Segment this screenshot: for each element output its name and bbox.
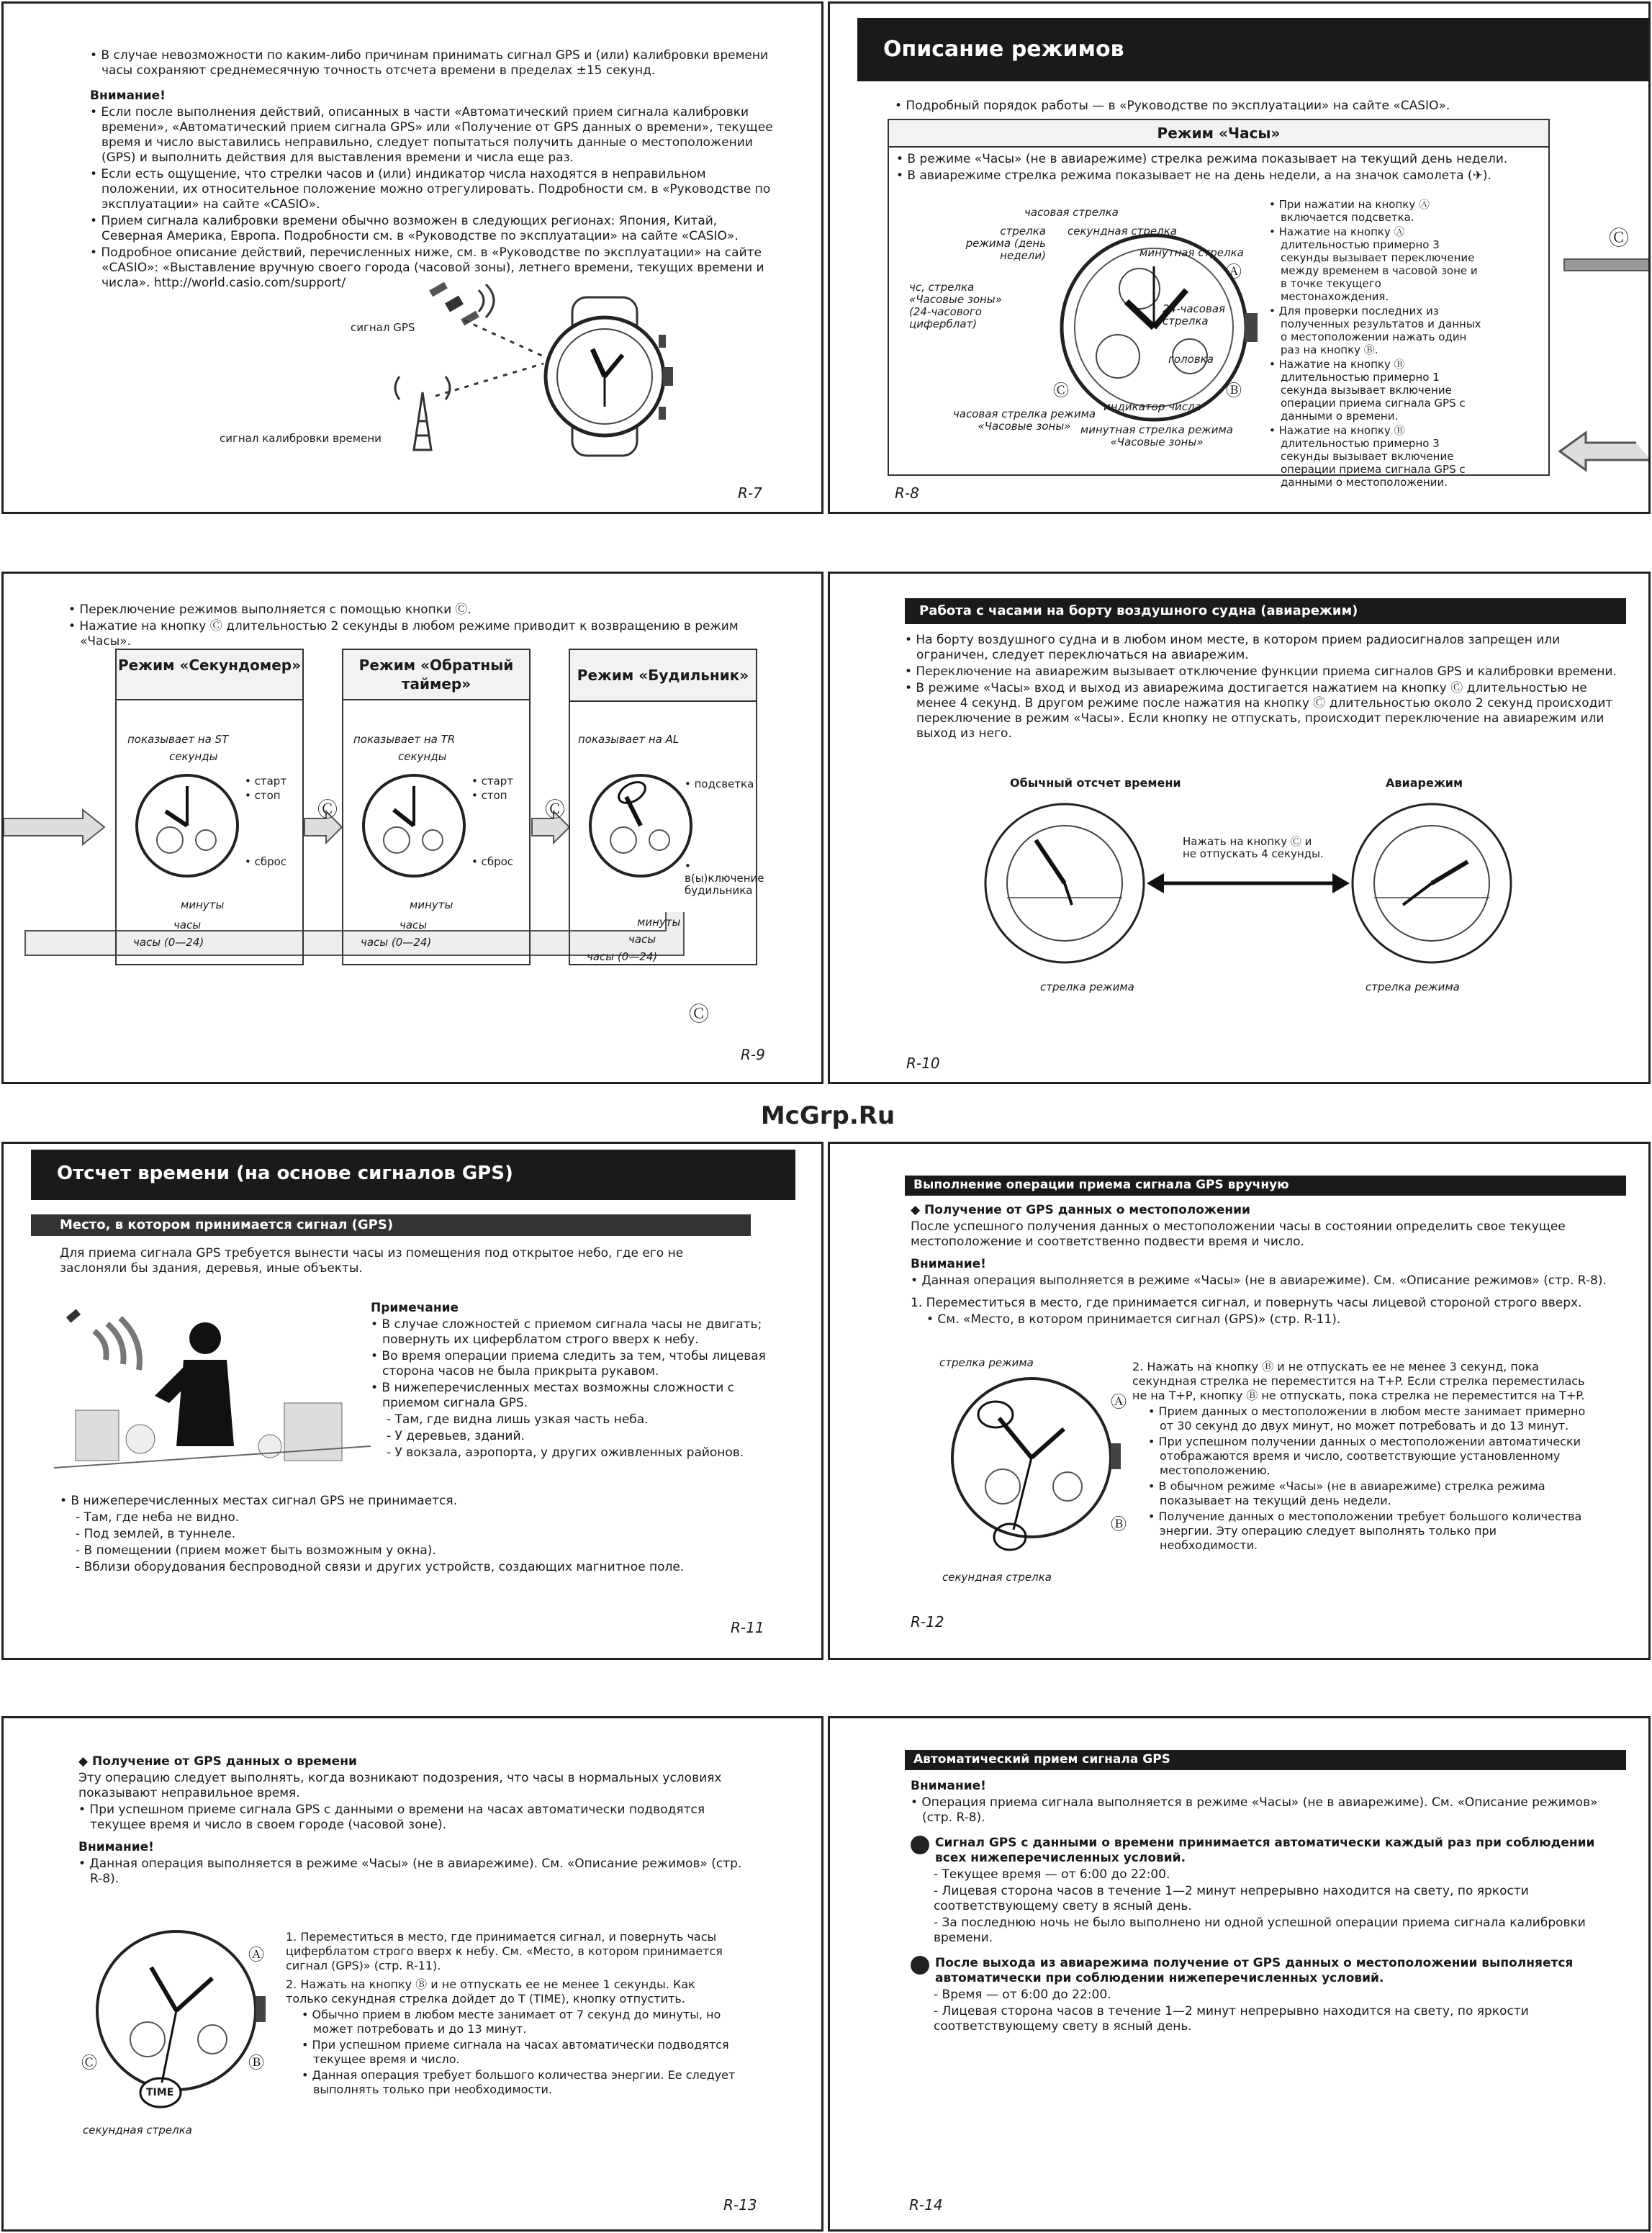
- page-number: R-13: [723, 2196, 757, 2214]
- r9-start: • старт: [245, 775, 287, 788]
- r8-cap-min: минутная стрелка: [1139, 246, 1244, 259]
- r8-title: Описание режимов: [857, 18, 1651, 81]
- r14-h1: Сигнал GPS с данными о времени принимается автоматически каждый раз при соблюдении всех нижеперечисленных условий.: [935, 1836, 1595, 1865]
- r11-intro: Для приема сигнала GPS требуется вынести часы из помещения под открытое небо, где его не заслоняли бы здания, деревья, иные объекты.: [60, 1246, 684, 1276]
- svg-text:Ⓐ: Ⓐ: [248, 1946, 265, 1964]
- r13-att: Внимание!: [78, 1840, 154, 1854]
- r10-hold: Нажать на кнопку Ⓒ и не отпускать 4 секунды.: [1183, 835, 1324, 860]
- r7-text: [90, 48, 781, 292]
- page-number: R-14: [909, 2196, 943, 2214]
- r9-st: показывает на ST: [127, 733, 229, 746]
- r14-h2b: - Лицевая сторона часов в течение 1—2 минут непрерывно находится на свету, по яркости соответствующему свету в ясный день.: [934, 2004, 1529, 2034]
- r8-r5: • Нажатие на кнопку Ⓑ длительностью примерно 3 секунды вызывает включение операции приема сигнала GPS с данными о местоположении.: [1269, 424, 1466, 489]
- page-r10: [828, 572, 1651, 1084]
- svg-text:Ⓐ: Ⓐ: [1111, 1394, 1127, 1412]
- r12-s1: 1. Переместиться в место, где принимается сигнал, и повернуть часы лицевой стороной строго вверх.: [911, 1296, 1582, 1310]
- site-watermark: McGrp.Ru: [760, 1101, 895, 1130]
- r8-intro: • Подробный порядок работы — в «Руководстве по эксплуатации» на сайте «CASIO».: [895, 99, 1450, 113]
- r9-watch-1: [122, 761, 252, 890]
- r9-c-2: Ⓒ: [545, 798, 566, 821]
- r12-att1: • Данная операция выполняется в режиме «Часы» (не в авиарежиме). См. «Описание режимов» (стр. R-8).: [911, 1273, 1607, 1288]
- r9-stop-2: • стоп: [471, 789, 507, 802]
- r13-steps: [286, 1930, 739, 2098]
- r12-s1b: • См. «Место, в котором принимается сигнал (GPS)» (стр. R-11).: [926, 1312, 1341, 1327]
- r9-min-1: минуты: [181, 898, 225, 911]
- r11-note-title: Примечание: [371, 1301, 459, 1315]
- r14-cond-1: [911, 1836, 1616, 1866]
- r8-flow-arrows: [1550, 220, 1651, 493]
- r8-cap-crown: головка: [1168, 353, 1214, 366]
- svg-text:Ⓑ: Ⓑ: [1226, 382, 1242, 400]
- r14-title: Автоматический прием сигнала GPS: [905, 1750, 1626, 1770]
- r12-intro: После успешного получения данных о местоположении часы в состоянии определить свое текущее местоположение и соответственно подвести время и число.: [911, 1219, 1566, 1249]
- r7-b2: • Если есть ощущение, что стрелки часов и (или) индикатор числа находятся в неправильном положении, их относительное положение можно отрегулировать. Подробности см. в «Руководстве по эксплуатации» на сайте «CASIO».: [90, 167, 771, 212]
- r9-tr: показывает на TR: [353, 733, 456, 746]
- r7-b3: • Прием сигнала калибровки времени обычно возможен в следующих регионах: Япония, Китай, Северная Америка, Европа. Подробности см. в «Руководстве по эксплуатации» на сайте «CASIO».: [90, 214, 739, 243]
- r11-d2: - У деревьев, зданий.: [387, 1429, 525, 1443]
- r9-hrs24-2: часы (0—24): [361, 936, 432, 949]
- page-number: R-9: [741, 1046, 765, 1063]
- r8-cap-24: 24-часовая стрелка: [1163, 302, 1226, 328]
- r14-bullet-1: [911, 1836, 929, 1854]
- r9-m3: Режим «Будильник»: [570, 650, 756, 702]
- r10-dial-normal: [978, 797, 1151, 970]
- r8-r4: • Нажатие на кнопку Ⓑ длительностью примерно 1 секунда вызывает включение операции приема сигнала GPS с данными о времени.: [1269, 358, 1466, 423]
- page-number: R-8: [895, 484, 919, 502]
- r7-b4: • Подробное описание действий, перечисленных ниже, см. в «Руководстве по эксплуатации» на сайте «CASIO»: «Выставление вручную своего города (часовой зоны), летнего времени, текущих времени и числа». http://world.casio.com/support/: [90, 245, 764, 290]
- r12-s2b: • При успешном получении данных о местоположении автоматически отображаются время и число, соответствующие установленному местоположению.: [1148, 1435, 1581, 1477]
- r13-s2a: • Обычно прием в любом месте занимает от 7 секунд до минуты, но может потребовать и до 13 минут.: [302, 2008, 721, 2036]
- r14-h1a: - Текущее время — от 6:00 до 22:00.: [934, 1867, 1170, 1882]
- r8-cap-date: индикатор числа: [1103, 400, 1201, 413]
- r8-r1: • При нажатии на кнопку Ⓐ включается подсветка.: [1269, 198, 1430, 224]
- svg-text:Ⓒ: Ⓒ: [1053, 382, 1070, 400]
- r14-cond-2: [911, 1956, 1616, 1986]
- r9-hrs24-1: часы (0—24): [133, 936, 204, 949]
- r12-text: [911, 1203, 1616, 1329]
- r10-mode-hand-1: стрелка режима: [1040, 980, 1134, 993]
- r9-watch-2: [349, 761, 479, 890]
- r8-l1: • В режиме «Часы» (не в авиарежиме) стрелка режима показывает на текущий день недели.: [896, 152, 1508, 166]
- r12-title: Выполнение операции приема сигнала GPS вручную: [905, 1176, 1626, 1196]
- page-r8: [828, 1, 1651, 514]
- r9-light: • подсветка: [685, 777, 754, 790]
- r13-s2b: • При успешном приеме сигнала на часах автоматически подводятся текущее время и число.: [302, 2038, 729, 2066]
- r7-cal-label: сигнал калибровки времени: [220, 432, 382, 445]
- r8-box-title: Режим «Часы»: [889, 120, 1548, 148]
- r12-step2: [1132, 1360, 1593, 1554]
- r11-title: Отсчет времени (на основе сигналов GPS): [31, 1150, 795, 1200]
- r14-h2a: - Время — от 6:00 до 22:00.: [934, 1988, 1111, 2002]
- svg-text:Ⓑ: Ⓑ: [1111, 1516, 1127, 1534]
- r10-text: [905, 633, 1625, 743]
- r10-b1: • На борту воздушного судна и в любом ином месте, в котором прием радиосигналов запрещен или ограничен, следует переключаться на авиарежим.: [905, 633, 1561, 662]
- r13-b1: • При успешном приеме сигнала GPS с данными о времени на часах автоматически подводятся текущее время и число в своем городе (часовой зоне).: [78, 1803, 705, 1832]
- r11-sub: Место, в котором принимается сигнал (GPS): [31, 1214, 751, 1236]
- r9-reset-2: • сброс: [471, 855, 514, 868]
- page-r12: [828, 1142, 1651, 1660]
- r11-n3: • В нижеперечисленных местах возможны сложности с приемом сигнала GPS.: [371, 1381, 734, 1410]
- r9-sec-2: секунды: [398, 750, 447, 763]
- r9-c-3: Ⓒ: [689, 1002, 710, 1026]
- svg-text:Ⓑ: Ⓑ: [248, 2054, 265, 2072]
- r14-att: Внимание!: [911, 1779, 986, 1793]
- r14-h1c: - За последнюю ночь не было выполнено ни одной успешной операции приема сигнала калибровки времени.: [934, 1916, 1586, 1945]
- r9-hrs24-3: часы (0—24): [587, 950, 658, 963]
- r9-hrs-1: часы: [173, 919, 202, 931]
- r8-lines: [896, 152, 1544, 185]
- page-r7: [1, 1, 823, 514]
- satellite-icon: [429, 282, 479, 326]
- r11-e1: - Там, где неба не видно.: [76, 1510, 240, 1525]
- r11-illustration: [54, 1302, 371, 1475]
- r14-text: [911, 1779, 1616, 2036]
- r12-sub: ◆ Получение от GPS данных о местоположении: [911, 1203, 1250, 1217]
- r13-text: [78, 1754, 755, 1888]
- r10-b2: • Переключение на авиарежим вызывает отключение функции приема сигналов GPS и калибровки времени.: [905, 664, 1617, 679]
- page-number: R-12: [911, 1613, 944, 1630]
- r8-cap-dual: чс, стрелка «Часовые зоны» (24-часового циферблат): [909, 281, 1002, 330]
- r13-att1: • Данная операция выполняется в режиме «Часы» (не в авиарежиме). См. «Описание режимов» (стр. R-8).: [78, 1857, 742, 1886]
- r8-cap-mz: минутная стрелка режима «Часовые зоны»: [1080, 423, 1234, 448]
- r14-att1: • Операция приема сигнала выполняется в режиме «Часы» (не в авиарежиме). См. «Описание режимов» (стр. R-8).: [911, 1795, 1598, 1825]
- r14-bullet-2: [911, 1956, 929, 1975]
- page-number: R-7: [738, 484, 762, 502]
- r8-cap-hz: часовая стрелка режима «Часовые зоны»: [952, 407, 1096, 433]
- r11-no: • В нижеперечисленных местах сигнал GPS не принимается.: [60, 1494, 457, 1508]
- radio-tower-icon: [395, 376, 450, 450]
- r7-gps-illustration: [306, 277, 709, 493]
- r9-start-2: • старт: [471, 775, 514, 788]
- watch-icon: [546, 297, 673, 456]
- r9-sec-1: секунды: [169, 750, 218, 763]
- r10-dial-air: [1345, 797, 1518, 970]
- r13-watch: [76, 1917, 292, 2119]
- page-number: R-11: [731, 1619, 764, 1636]
- r10-title: Работа с часами на борту воздушного судна (авиарежим): [905, 598, 1626, 624]
- r13-s2: 2. Нажать на кнопку Ⓑ и не отпускать ее не менее 1 секунды. Как только секундная стрелка дойдет до T (TIME), кнопку отпустить.: [286, 1977, 695, 2006]
- r8-l2: • В авиарежиме стрелка режима показывает не на день недели, а на значок самолета (✈).: [896, 168, 1491, 183]
- r8-button-c-mark: Ⓒ: [1609, 226, 1630, 250]
- r10-b3: • В режиме «Часы» вход и выход из авиарежима достигается нажатием на кнопку Ⓒ длительностью не менее 4 секунд. В другом режиме после нажатия на кнопку Ⓒ длительностью около 2 секунд происходит переключение в режим «Часы». Если кнопку не отпускать, происходит переключение на авиарежим или выход из него.: [905, 681, 1613, 741]
- r11-n2: • Во время операции приема следить за тем, чтобы лицевая сторона часов не была прикрыта рукавом.: [371, 1349, 766, 1379]
- r9-l1: • Переключение режимов выполняется с помощью кнопки Ⓒ.: [68, 603, 471, 617]
- r13-sec-hand: секундная стрелка: [83, 2124, 192, 2137]
- r9-stop: • стоп: [245, 789, 281, 802]
- r8-r2: • Нажатие на кнопку Ⓐ длительностью примерно 3 секунды вызывает переключение между временем в часовой зоне и в точке текущего местонахождения.: [1269, 225, 1478, 303]
- r10-mode-hand-2: стрелка режима: [1366, 980, 1460, 993]
- r11-no-signal: [60, 1494, 751, 1576]
- page-r14: [828, 1716, 1651, 2232]
- r9-min-2: минуты: [410, 898, 453, 911]
- r9-al: показывает на AL: [578, 733, 680, 746]
- r9-m1: Режим «Секундомер»: [117, 650, 302, 700]
- r9-m2: Режим «Обратный таймер»: [343, 650, 529, 700]
- r12-att: Внимание!: [911, 1257, 986, 1271]
- r11-d3: - У вокзала, аэропорта, у других оживленных районов.: [387, 1445, 744, 1460]
- r9-lines: [68, 603, 788, 651]
- r7-intro: • В случае невозможности по каким-либо причинам принимать сигнал GPS и (или) калибровки времени часы сохраняют среднемесячную точность отсчета времени в пределах ±15 секунд.: [90, 48, 769, 78]
- r12-s2c: • В обычном режиме «Часы» (не в авиарежиме) стрелка режима показывает на текущий день недели.: [1148, 1479, 1545, 1507]
- r12-mode-hand: стрелка режима: [939, 1356, 1034, 1369]
- r13-time: TIME: [146, 2087, 174, 2098]
- page-r11: [1, 1142, 823, 1660]
- r10-air: Авиарежим: [1386, 776, 1463, 790]
- page-r13: [1, 1716, 823, 2232]
- page-number: R-10: [906, 1055, 940, 1072]
- r9-c-1: Ⓒ: [317, 798, 338, 821]
- r8-cap-mode: стрелка режима (день недели): [965, 225, 1046, 262]
- r9-onoff: • в(ы)ключение будильника: [685, 860, 764, 897]
- r9-l2: • Нажатие на кнопку Ⓒ длительностью 2 секунды в любом режиме приводит к возвращению в режим «Часы».: [68, 619, 739, 649]
- r8-r3: • Для проверки последних из полученных результатов и данных о местоположении нажать один раз на кнопку Ⓑ.: [1269, 304, 1481, 356]
- r7-gps-label: сигнал GPS: [351, 321, 415, 334]
- satellite-icon: [66, 1309, 81, 1322]
- r9-min-3: минуты: [637, 916, 681, 929]
- r11-e3: - В помещении (прием может быть возможным у окна).: [76, 1543, 436, 1558]
- person-figure: [155, 1322, 234, 1446]
- r7-attention: Внимание!: [90, 89, 166, 103]
- r11-n1: • В случае сложностей с приемом сигнала часы не двигать; повернуть их циферблатом строго вверх к небу.: [371, 1317, 762, 1347]
- r8-right-notes: [1269, 198, 1485, 490]
- r13-s1: 1. Переместиться в место, где принимается сигнал, и повернуть часы циферблатом строго вверх к небу. См. «Место, в котором принимается сигнал (GPS)» (стр. R-11).: [286, 1930, 723, 1972]
- r10-normal: Обычный отсчет времени: [1010, 776, 1181, 790]
- r9-hrs-3: часы: [628, 933, 656, 946]
- r12-s2a: • Прием данных о местоположении в любом месте занимает примерно от 30 секунд до двух минут, но может потребовать и до 13 минут.: [1148, 1404, 1586, 1433]
- r13-intro: Эту операцию следует выполнять, когда возникают подозрения, что часы в нормальных условиях показывают неправильное время.: [78, 1771, 722, 1800]
- r11-notes: [371, 1301, 774, 1462]
- r9-hrs-2: часы: [400, 919, 428, 931]
- r14-h1b: - Лицевая сторона часов в течение 1—2 минут непрерывно находится на свету, по яркости соответствующему свету в ясный день.: [934, 1884, 1529, 1913]
- r12-s2: 2. Нажать на кнопку Ⓑ и не отпускать ее не менее 3 секунд, пока секундная стрелка не переместится на T+P. Если стрелка переместилась не на T+P, кнопку Ⓑ не отпускать, пока стрелка не переместится на T+P.: [1132, 1360, 1585, 1402]
- r12-sec-hand: секундная стрелка: [942, 1571, 1052, 1584]
- r13-s2c: • Данная операция требует большого количества энергии. Ее следует выполнять только при необходимости.: [302, 2068, 736, 2096]
- r10-double-arrow: [1144, 869, 1353, 898]
- r14-h2: После выхода из авиарежима получение от GPS данных о местоположении выполняется автоматически при соблюдении нижеперечисленных условий.: [935, 1956, 1574, 1985]
- r8-cap-hour: часовая стрелка: [1024, 206, 1119, 219]
- r9-reset: • сброс: [245, 855, 287, 868]
- r11-e4: - Вблизи оборудования беспроводной связи и других устройств, создающих магнитное поле.: [76, 1560, 685, 1574]
- r11-e2: - Под землей, в туннеле.: [76, 1527, 236, 1541]
- svg-text:Ⓐ: Ⓐ: [1226, 263, 1242, 281]
- page-r9: [1, 572, 823, 1084]
- r13-sub: ◆ Получение от GPS данных о времени: [78, 1754, 357, 1769]
- r11-d1: - Там, где видна лишь узкая часть неба.: [387, 1412, 649, 1427]
- r8-cap-sec: секундная стрелка: [1068, 225, 1177, 238]
- r12-s2d: • Получение данных о местоположении требует большого количества энергии. Эту операцию следует выполнять только при необходимости.: [1148, 1510, 1582, 1552]
- r7-b1: • Если после выполнения действий, описанных в части «Автоматический прием сигнала калибровки времени», «Автоматический прием сигнала GPS» или «Получение от GPS данных о времени», текущее время и число выставились неправильно, следует попытаться получить данные о местоположении (GPS) и выполнить действия для выставления времени и числа еще раз.: [90, 105, 773, 165]
- svg-text:Ⓒ: Ⓒ: [81, 2054, 98, 2072]
